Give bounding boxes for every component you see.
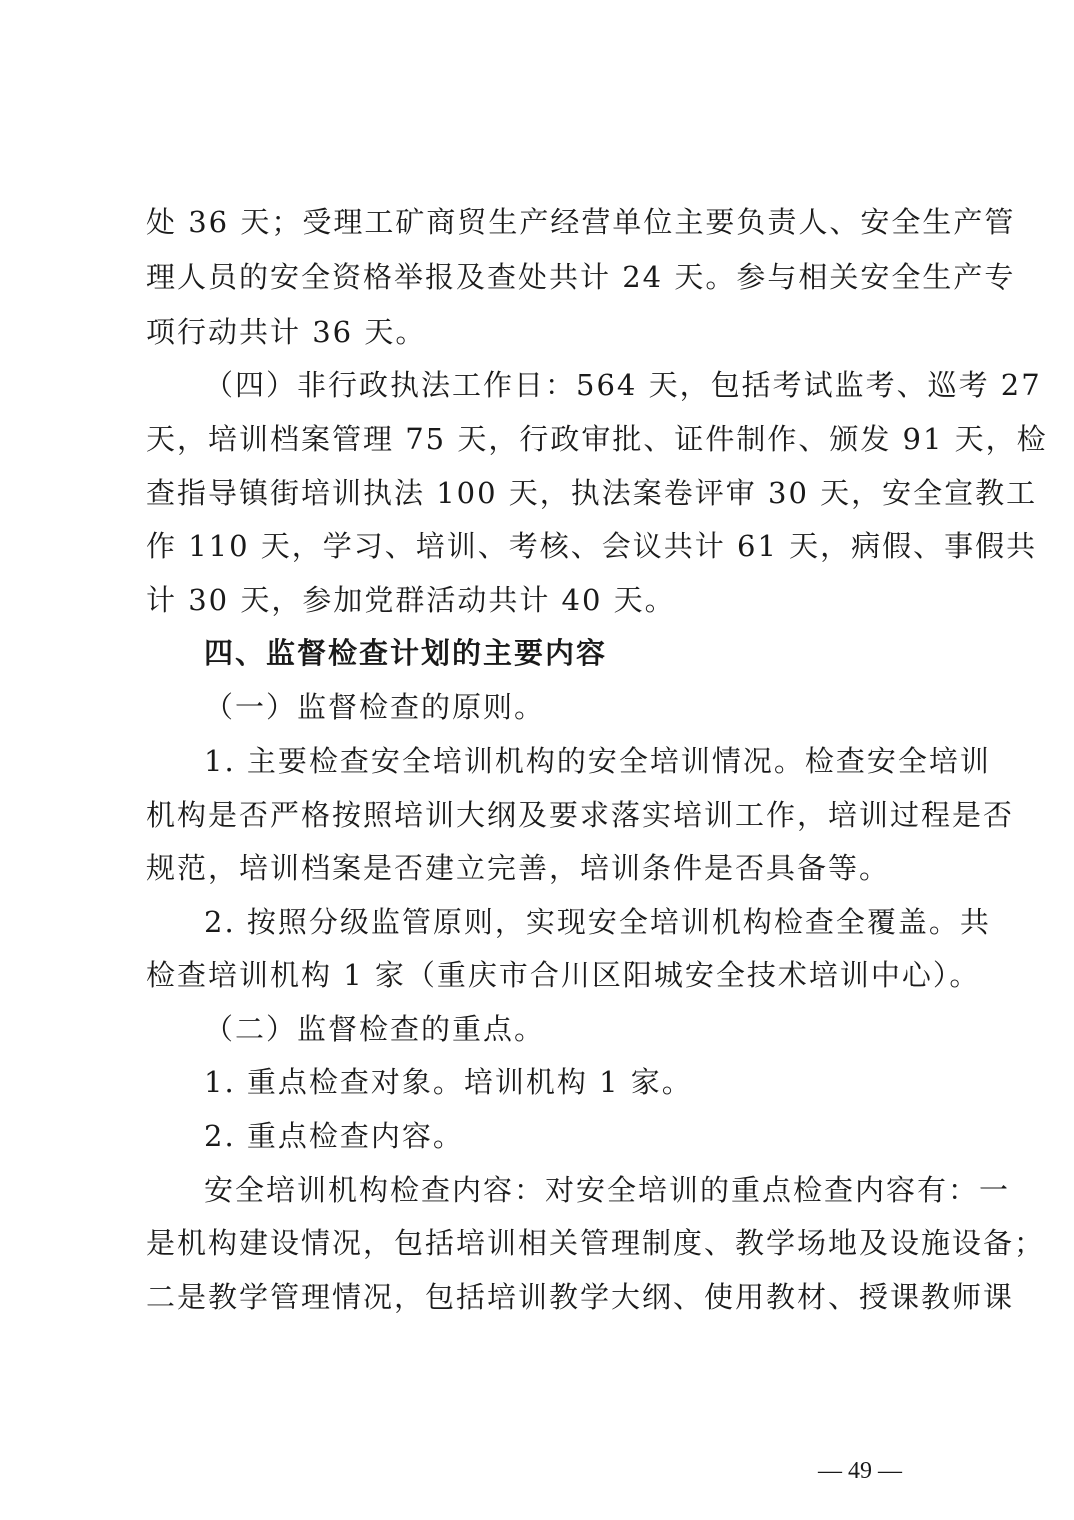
text-line: 项行动共计 36 天。: [146, 315, 427, 349]
text-line: 规范，培训档案是否建立完善，培训条件是否具备等。: [146, 851, 891, 885]
section-title: 四、监督检查计划的主要内容: [204, 636, 608, 670]
text-line: 计 30 天，参加党群活动共计 40 天。: [146, 583, 676, 617]
page-number: — 49 —: [818, 1458, 902, 1484]
text-line: 2. 重点检查内容。: [204, 1119, 464, 1153]
text-line: 机构是否严格按照培训大纲及要求落实培训工作，培训过程是否: [146, 798, 1015, 832]
text-line: 是机构建设情况，包括培训相关管理制度、教学场地及设施设备；: [146, 1226, 1046, 1260]
subsection-title: （二）监督检查的重点。: [204, 1012, 546, 1046]
text-line: 2. 按照分级监管原则，实现安全培训机构检查全覆盖。共: [204, 905, 991, 939]
text-line: 1. 重点检查对象。培训机构 1 家。: [204, 1065, 693, 1099]
text-line: 天，培训档案管理 75 天，行政审批、证件制作、颁发 91 天，检: [146, 422, 1048, 456]
text-line: 作 110 天，学习、培训、考核、会议共计 61 天，病假、事假共: [146, 529, 1038, 563]
section-heading-line: （四）非行政执法工作日：564 天，包括考试监考、巡考 27: [204, 368, 1042, 402]
text-line: 理人员的安全资格举报及查处共计 24 天。参与相关安全生产专: [146, 260, 1016, 294]
text-line: 检查培训机构 1 家（重庆市合川区阳城安全技术培训中心）。: [146, 958, 981, 992]
text-line: 二是教学管理情况，包括培训教学大纲、使用教材、授课教师课: [146, 1280, 1015, 1314]
text-line: 查指导镇街培训执法 100 天，执法案卷评审 30 天，安全宣教工: [146, 476, 1038, 510]
text-line: 处 36 天；受理工矿商贸生产经营单位主要负责人、安全生产管: [146, 205, 1016, 239]
text-line: 1. 主要检查安全培训机构的安全培训情况。检查安全培训: [204, 744, 991, 778]
subsection-title: （一）监督检查的原则。: [204, 690, 546, 724]
text-line: 安全培训机构检查内容：对安全培训的重点检查内容有：一: [204, 1173, 1011, 1207]
